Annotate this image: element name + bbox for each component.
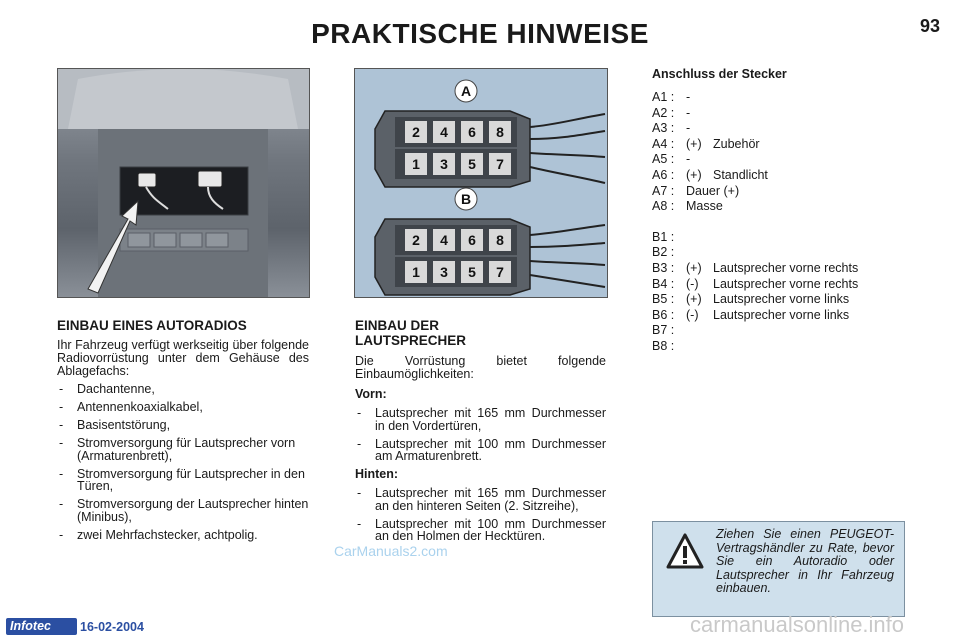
list-item: - Stromversorgung der Lautsprecher hinten (Minibus), — [57, 498, 309, 523]
speaker-section — [355, 318, 606, 548]
list-item: - Lautsprecher mit 100 mm Durchmesser am Armaturenbrett. — [355, 438, 606, 463]
pin-label: 2 — [412, 124, 420, 140]
infotec-logo: Infotec — [6, 618, 77, 635]
pinout-row: B2 : — [652, 245, 675, 260]
front-speaker-list — [355, 407, 606, 463]
list-item: - Lautsprecher mit 100 mm Durchmesser an den Holmen der Hecktüren. — [355, 518, 606, 543]
pinout-row: B7 : — [652, 323, 675, 338]
radio-section — [57, 318, 309, 547]
watermark-text: carmanualsonline.info — [690, 612, 905, 637]
warning-triangle-icon — [665, 532, 705, 570]
pin-label: 4 — [440, 232, 448, 248]
page-number: 93 — [920, 16, 941, 36]
pin-label: 4 — [440, 124, 448, 140]
pinout-row: B4 : (-) Lautsprecher vorne rechts — [652, 276, 859, 291]
pin-label: 6 — [468, 232, 476, 248]
dashboard-illustration — [58, 69, 309, 297]
radio-section-title: EINBAU EINES AUTORADIOS — [57, 318, 247, 333]
list-item: - Lautsprecher mit 165 mm Durchmesser in den Vordertüren, — [355, 407, 606, 432]
connector-label-b: B — [460, 191, 472, 207]
radio-compartment-photo — [57, 68, 310, 298]
pinout-title: Anschluss der Stecker — [652, 67, 787, 81]
pinout-row: A1 : - — [652, 90, 691, 104]
pin-label: 1 — [412, 264, 420, 280]
pinout-row: A4 : (+) Zubehör — [652, 136, 760, 151]
connector-diagram — [354, 68, 608, 298]
pin-label: 1 — [412, 156, 420, 172]
pinout-row: B3 : (+) Lautsprecher vorne rechts — [652, 260, 859, 275]
speaker-section-title: EINBAU DER LAUTSPRECHER — [355, 318, 467, 348]
radio-section-intro: Ihr Fahrzeug verfügt werkseitig über folgende Radiovorrüstung unter dem Gehäuse des Ablagefachs: — [57, 338, 309, 378]
connector-label-a: A — [460, 83, 472, 99]
list-item: - zwei Mehrfachstecker, achtpolig. — [57, 529, 309, 542]
pinout-row: A5 : - — [652, 152, 691, 167]
pin-label: 7 — [496, 156, 504, 172]
list-item: - Basisentstörung, — [57, 419, 309, 432]
list-item: - Dachantenne, — [57, 383, 309, 396]
pin-label: 2 — [412, 232, 420, 248]
pin-label: 5 — [468, 264, 476, 280]
footer-date: 16-02-2004 — [80, 620, 144, 634]
pinout-row: A2 : - — [652, 105, 691, 120]
pinout-row: A6 : (+) Standlicht — [652, 167, 768, 182]
pin-label: 5 — [468, 156, 476, 172]
pinout-row: A7 : Dauer (+) — [652, 183, 740, 198]
speaker-section-intro: Die Vorrüstung bietet folgende Einbaumöglichkeiten: — [355, 354, 606, 381]
rear-speaker-list — [355, 487, 606, 543]
pin-label: 8 — [496, 232, 504, 248]
front-label: Vorn: — [355, 387, 387, 401]
pin-label: 6 — [468, 124, 476, 140]
page-title: PRAKTISCHE HINWEISE — [311, 18, 649, 49]
pinout-row: A8 : Masse — [652, 199, 723, 214]
connector-a — [375, 80, 605, 187]
radio-equipment-list — [57, 383, 309, 541]
pinout-group-b — [652, 230, 942, 355]
pinout-row: B6 : (-) Lautsprecher vorne links — [652, 307, 850, 322]
list-item: - Lautsprecher mit 165 mm Durchmesser an den hinteren Seiten (2. Sitzreihe), — [355, 487, 606, 512]
pinout-group-a — [652, 90, 942, 215]
pin-label: 3 — [440, 264, 448, 280]
connector-illustration — [355, 69, 607, 297]
watermark-text: CarManuals2.com — [334, 543, 448, 559]
warning-text: Ziehen Sie einen PEUGEOT-Vertragshändler zu Rate, bevor Sie ein Autoradio oder Lautsprecher in Ihr Fahrzeug einbauen. — [716, 527, 894, 595]
pin-label: 7 — [496, 264, 504, 280]
pinout-row: B5 : (+) Lautsprecher vorne links — [652, 292, 850, 307]
pinout-row: B1 : — [652, 229, 675, 244]
pinout-row: A3 : - — [652, 121, 691, 136]
list-item: - Stromversorgung für Lautsprecher vorn (Armaturenbrett), — [57, 437, 309, 462]
connector-b — [375, 188, 605, 295]
rear-label: Hinten: — [355, 467, 399, 481]
list-item: - Stromversorgung für Lautsprecher in den Türen, — [57, 468, 309, 493]
pinout-row: B8 : — [652, 338, 675, 353]
pinout-section — [652, 67, 942, 355]
pin-label: 3 — [440, 156, 448, 172]
pin-label: 8 — [496, 124, 504, 140]
list-item: - Antennenkoaxialkabel, — [57, 401, 309, 414]
